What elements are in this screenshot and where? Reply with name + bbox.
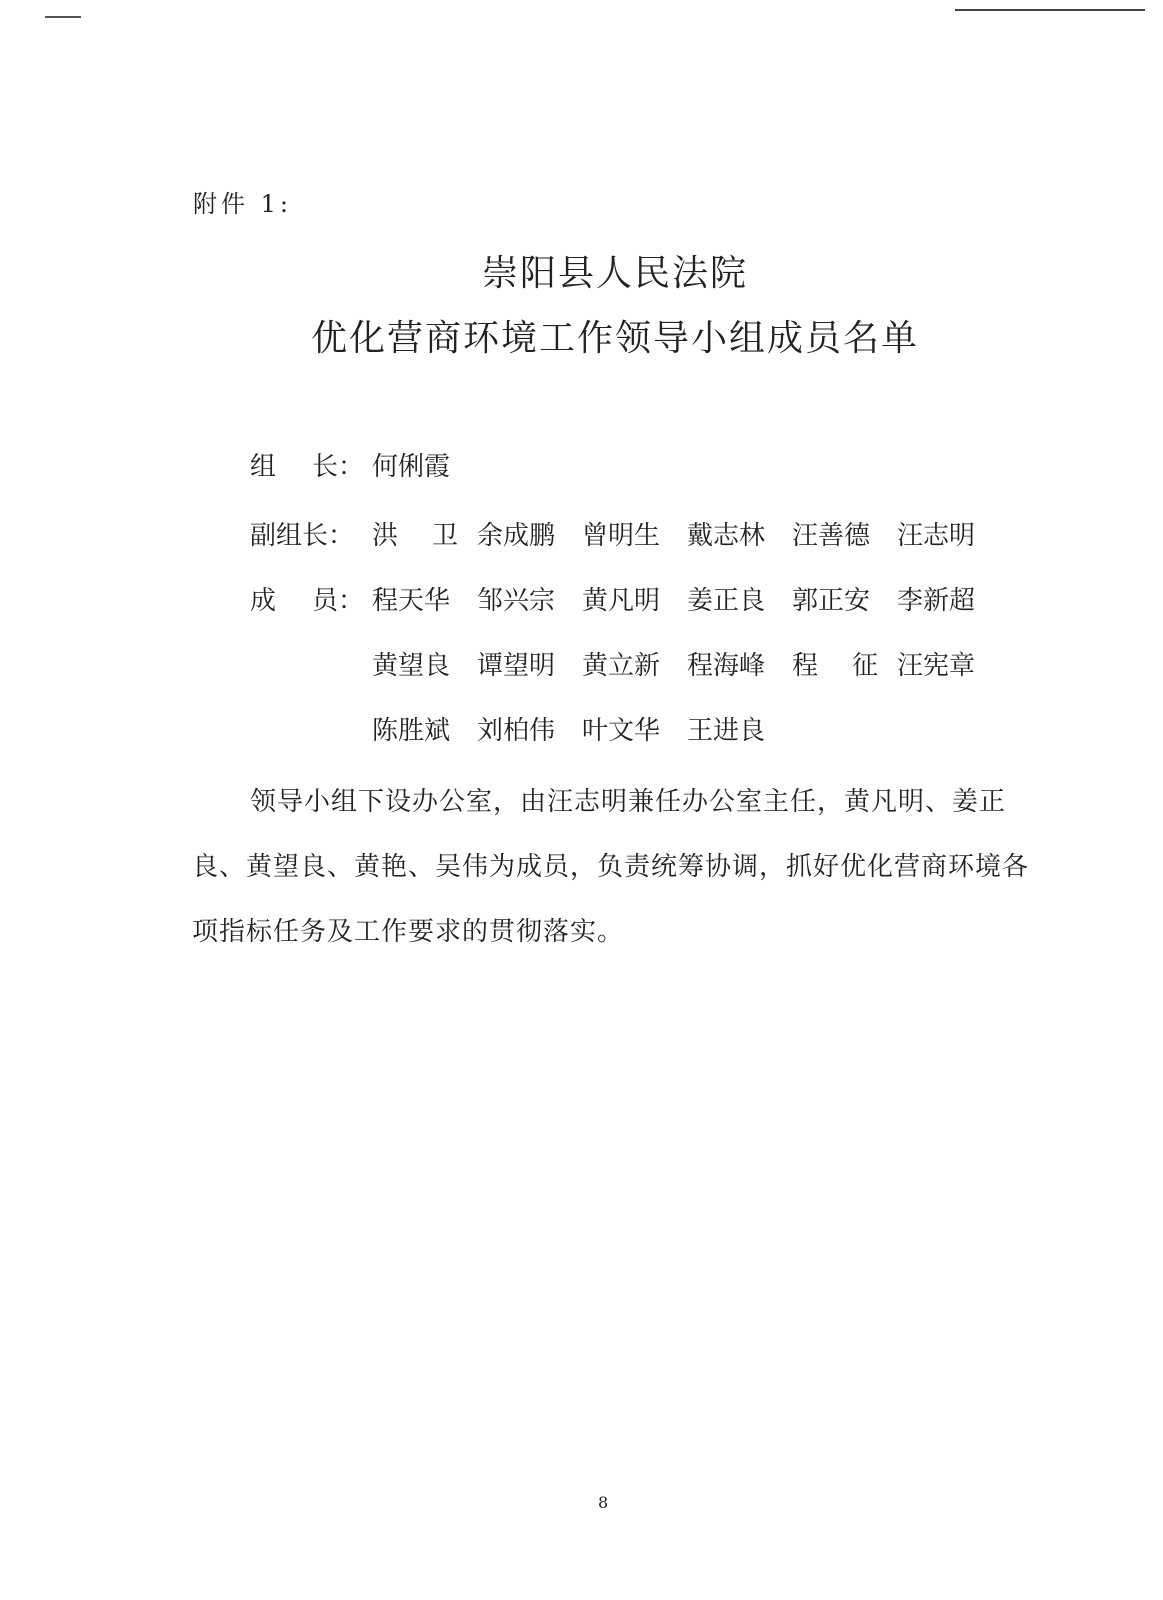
- member-name: 黄望良: [372, 651, 451, 681]
- deputy-role-label: 副组长：: [250, 521, 355, 551]
- office-description-paragraph: 领导小组下设办公室，由汪志明兼任办公室主任，黄凡明、姜正良、黄望良、黄艳、吴伟为成员，负责统筹协调，抓好优化营商环境各项指标任务及工作要求的贯彻落实。: [192, 787, 1030, 947]
- document-title-line-2: 优化营商环境工作领导小组成员名单: [310, 318, 919, 359]
- role-char: 长: [311, 452, 338, 482]
- member-name: 黄凡明: [582, 586, 661, 616]
- scan-line: [955, 9, 1145, 11]
- member-name: 王进良: [687, 716, 766, 746]
- name-char: 卫: [431, 521, 458, 551]
- member-name: 黄立新: [582, 651, 661, 681]
- member-name: 陈胜斌: [372, 716, 451, 746]
- name-char: 征: [851, 651, 878, 681]
- member-name: 叶文华: [582, 716, 661, 746]
- member-name: 曾明生: [582, 521, 661, 551]
- member-names: [372, 710, 792, 747]
- member-name: 郭正安: [792, 586, 871, 616]
- member-name: 汪志明: [897, 521, 976, 551]
- member-name: 李新超: [897, 586, 976, 616]
- member-name: [372, 515, 458, 552]
- member-name: 何俐霞: [372, 452, 451, 482]
- member-name: 刘柏伟: [477, 716, 556, 746]
- member-names: [372, 580, 1002, 617]
- name-char: 程: [792, 651, 819, 681]
- members-role-label: [250, 580, 372, 617]
- document-title-line-1: 崇阳县人民法院: [481, 253, 748, 294]
- name-char: 洪: [372, 521, 399, 551]
- member-name: 程海峰: [687, 651, 766, 681]
- member-name: 汪善德: [792, 521, 871, 551]
- member-name: 戴志林: [687, 521, 766, 551]
- member-names: [372, 645, 1002, 682]
- deputy-names: [372, 515, 1002, 552]
- scan-mark: [45, 16, 81, 18]
- role-colon: ：: [338, 586, 365, 616]
- member-name: 谭望明: [477, 651, 556, 681]
- role-colon: ：: [338, 452, 365, 482]
- role-char: 组: [250, 452, 277, 482]
- leader-role-label: [250, 446, 372, 483]
- leader-names: [372, 446, 477, 483]
- role-char: 员: [311, 586, 338, 616]
- page-number: 8: [598, 1493, 609, 1512]
- member-name: 汪宪章: [897, 651, 976, 681]
- role-char: 成: [250, 586, 277, 616]
- member-name: 程天华: [372, 586, 451, 616]
- member-name: 余成鹏: [477, 521, 556, 551]
- member-name: 邹兴宗: [477, 586, 556, 616]
- attachment-label: 附件 1:: [193, 190, 292, 218]
- member-name: 姜正良: [687, 586, 766, 616]
- member-name: [792, 645, 878, 682]
